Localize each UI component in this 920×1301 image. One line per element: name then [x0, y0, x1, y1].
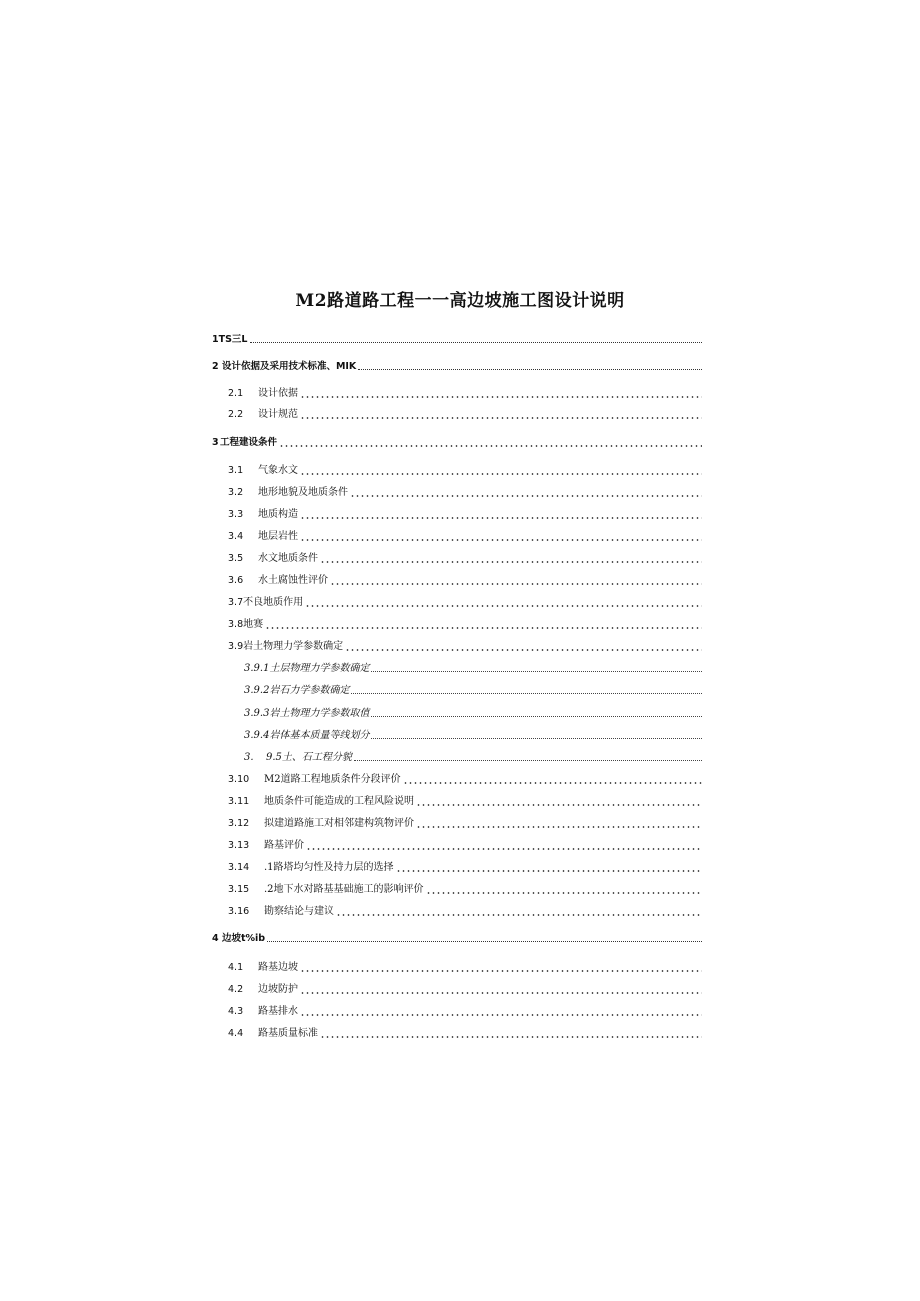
- toc-entry-3-2[interactable]: [228, 483, 702, 499]
- toc-text: 路基边坡: [258, 962, 298, 973]
- toc-leader: [300, 396, 702, 398]
- toc-text: .2地下水对路基基础施工的影响评价: [264, 884, 424, 895]
- toc-leader: [403, 782, 702, 784]
- toc-text: M2道路工程地质条件分段评价: [264, 774, 401, 785]
- toc-number: 2.1: [228, 388, 244, 399]
- toc-text: 地层岩性: [258, 531, 298, 542]
- toc-text: 不良地质作用: [243, 597, 304, 608]
- toc-leader: [300, 539, 702, 541]
- toc-number: 3.10: [228, 774, 250, 785]
- toc-entry-4-1[interactable]: [228, 958, 702, 974]
- toc-entry-3-9-1[interactable]: [244, 659, 702, 675]
- toc-text: 土层物理力学参数确定: [269, 663, 370, 674]
- toc-entry-3-9-3[interactable]: [244, 704, 702, 720]
- toc-number: 3: [212, 437, 219, 448]
- toc-entry-3[interactable]: [212, 433, 702, 449]
- toc-leader: [396, 870, 702, 872]
- toc-text: 拟建道路施工对相邻建构筑物评价: [264, 818, 414, 829]
- toc-leader: [300, 517, 702, 519]
- toc-leader: [371, 737, 702, 739]
- toc-number: 3.2: [228, 487, 244, 498]
- toc-text: 岩体基本质量等线划分: [269, 730, 370, 741]
- toc-number: 3.14: [228, 862, 250, 873]
- toc-entry-3-5[interactable]: [228, 549, 702, 565]
- toc-leader: [265, 627, 702, 629]
- toc-leader: [300, 1014, 702, 1016]
- toc-number: 3.13: [228, 840, 250, 851]
- toc-text: 设计依据: [258, 388, 298, 399]
- toc-number: 3.1: [228, 465, 244, 476]
- toc-text: 工程建设条件: [220, 437, 278, 448]
- toc-text: 设计规范: [258, 409, 298, 420]
- toc-entry-3-11[interactable]: [228, 792, 702, 808]
- toc-number: 3.3: [228, 509, 244, 520]
- toc-entry-3-9-5[interactable]: [244, 748, 702, 764]
- toc-leader: [279, 445, 702, 447]
- toc-number: 4.2: [228, 984, 244, 995]
- toc-leader: [330, 583, 702, 585]
- toc-leader: [416, 804, 702, 806]
- toc-number: 3.9.1: [244, 663, 270, 674]
- toc-leader: [345, 649, 702, 651]
- toc-number: 3.12: [228, 818, 250, 829]
- toc-number: 3.9.4: [244, 730, 270, 741]
- toc-text: 边坡防护: [258, 984, 298, 995]
- toc-leader: [305, 605, 702, 607]
- toc-text: 路基评价: [264, 840, 304, 851]
- toc-number: 1TS三L: [212, 334, 248, 345]
- toc-entry-3-9[interactable]: [228, 637, 702, 653]
- toc-number: 3.15: [228, 884, 250, 895]
- toc-number: 3.9.3: [244, 708, 270, 719]
- toc-text: 边坡t%ib: [221, 933, 266, 944]
- toc-entry-4-3[interactable]: [228, 1002, 702, 1018]
- toc-entry-3-3[interactable]: [228, 505, 702, 521]
- toc-entry-3-8[interactable]: [228, 615, 702, 631]
- toc-text: 路基质量标准: [258, 1028, 318, 1039]
- toc-entry-2[interactable]: [212, 357, 702, 373]
- toc-entry-2-1[interactable]: [228, 384, 702, 400]
- document-title: M2路道路工程一一高边坡施工图设计说明: [295, 291, 625, 311]
- toc-leader: [351, 692, 702, 694]
- toc-leader: [371, 670, 702, 672]
- toc-entry-3-15[interactable]: [228, 880, 702, 896]
- toc-number: 3.9: [228, 641, 244, 652]
- toc-number: 4.4: [228, 1028, 244, 1039]
- toc-text: 岩石力学参数确定: [269, 685, 350, 696]
- toc-leader: [267, 940, 702, 942]
- toc-entry-3-12[interactable]: [228, 814, 702, 830]
- toc-text: 气象水文: [258, 465, 298, 476]
- toc-leader: [250, 341, 703, 343]
- toc-entry-3-16[interactable]: [228, 902, 702, 918]
- toc-entry-3-6[interactable]: [228, 571, 702, 587]
- toc-entry-3-13[interactable]: [228, 836, 702, 852]
- toc-entry-3-10[interactable]: [228, 770, 702, 786]
- toc-text: 地质构造: [258, 509, 298, 520]
- toc-number: 3.7: [228, 597, 244, 608]
- toc-text: 地质条件可能造成的工程风险说明: [264, 796, 414, 807]
- toc-number: 3.6: [228, 575, 244, 586]
- toc-leader: [300, 992, 702, 994]
- toc-text: 水文地质条件: [258, 553, 318, 564]
- toc-text: 9.5土、石工程分貌: [266, 752, 352, 763]
- toc-text: 勘察结论与建议: [264, 906, 334, 917]
- toc-text: 路基排水: [258, 1006, 298, 1017]
- toc-entry-3-9-2[interactable]: [244, 681, 702, 697]
- toc-leader: [306, 848, 702, 850]
- toc-leader: [426, 892, 702, 894]
- toc-number: 4.3: [228, 1006, 244, 1017]
- toc-text: 岩土物理力学参数取值: [269, 708, 370, 719]
- toc-text: .1路塔均匀性及持力层的选择: [264, 862, 394, 873]
- toc-number: 3.11: [228, 796, 250, 807]
- toc-leader: [350, 495, 702, 497]
- toc-text: 水土腐蚀性评价: [258, 575, 328, 586]
- toc-text: 岩土物理力学参数确定: [243, 641, 344, 652]
- toc-leader: [354, 759, 702, 761]
- toc-leader: [320, 561, 702, 563]
- toc-entry-3-7[interactable]: [228, 593, 702, 609]
- toc-number: 3.8: [228, 619, 244, 630]
- toc-entry-4[interactable]: [212, 929, 702, 945]
- toc-number: 3.: [244, 752, 254, 763]
- toc-leader: [336, 914, 702, 916]
- toc-number: 2: [212, 361, 219, 372]
- toc-entry-4-4[interactable]: [228, 1024, 702, 1040]
- toc-number: 2.2: [228, 409, 244, 420]
- toc-number: 3.16: [228, 906, 250, 917]
- toc-leader: [300, 417, 702, 419]
- toc-entry-3-1[interactable]: [228, 461, 702, 477]
- toc-entry-3-9-4[interactable]: [244, 726, 702, 742]
- toc-leader: [300, 473, 702, 475]
- toc-entry-3-14[interactable]: [228, 858, 702, 874]
- toc-entry-4-2[interactable]: [228, 980, 702, 996]
- toc-number: 4: [212, 933, 219, 944]
- toc-number: 3.9.2: [244, 685, 270, 696]
- toc-text: 设计依据及采用技术标准、MIK: [221, 361, 357, 372]
- toc-text: 地形地貌及地质条件: [258, 487, 348, 498]
- toc-leader: [371, 715, 702, 717]
- toc-entry-1[interactable]: [212, 330, 702, 346]
- toc-leader: [358, 368, 702, 370]
- toc-number: 4.1: [228, 962, 244, 973]
- toc-leader: [300, 970, 702, 972]
- toc-text: 地赛: [243, 619, 264, 630]
- toc-leader: [320, 1036, 702, 1038]
- toc-leader: [416, 826, 702, 828]
- toc-number: 3.5: [228, 553, 244, 564]
- toc-number: 3.4: [228, 531, 244, 542]
- toc-entry-2-2[interactable]: [228, 405, 702, 421]
- toc-entry-3-4[interactable]: [228, 527, 702, 543]
